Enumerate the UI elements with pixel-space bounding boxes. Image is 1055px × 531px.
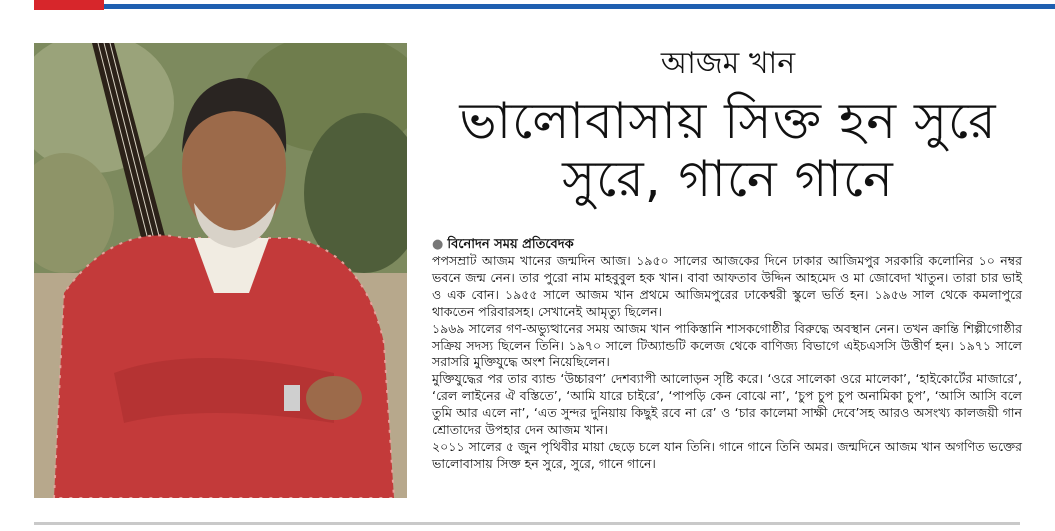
byline-text: বিনোদন সময় প্রতিবেদক xyxy=(447,237,574,252)
article-body xyxy=(432,253,1022,473)
article-paragraph: ২০১১ সালের ৫ জুন পৃথিবীর মায়া ছেড়ে চলে যান তিনি। গানে গানে তিনি অমর। জন্মদিনে আজম খান অগণিত ভক্তের ভালোবাসায় সিক্ত হন সুরে, সুরে, গানে গানে। xyxy=(432,438,1022,471)
article-photo xyxy=(34,43,407,498)
article-headline xyxy=(436,92,1020,208)
header-accent-bar xyxy=(34,0,104,10)
article-kicker: আজম খান xyxy=(660,46,796,81)
headline-line: সুরে, গানে গানে xyxy=(562,150,894,208)
article-paragraph: মুক্তিযুদ্ধের পর তার ব্যান্ড ‘উচ্চারণ’ দেশব্যাপী আলোড়ন সৃষ্টি করে। ‘ওরে সালেকা ওরে মালেকা’, ‘হাইকোর্টের মাজারে’, ‘রেল লাইনের ঐ বস্তিতে’, ‘আমি যারে চাইরে’, ‘পাপড়ি কেন বোঝে না’, ‘চুপ চুপ চুপ অনামিকা চুপ’, ‘আসি আসি বলে তুমি আর এলে না’, ‘এত সুন্দর দুনিয়ায় কিছুই রবে না রে’ ও ‘চার কালেমা সাক্ষী দেবে’সহ আরও অসংখ্য কালজয়ী গান শ্রোতাদের উপহার দেন আজম খান। xyxy=(432,371,1022,438)
headline-line: ভালোবাসায় সিক্ত হন সুরে xyxy=(459,92,997,150)
bullet-icon: ● xyxy=(432,237,444,252)
header-rule xyxy=(104,4,1055,9)
article-paragraph: পপসম্রাট আজম খানের জন্মদিন আজ। ১৯৫০ সালের আজকের দিনে ঢাকার আজিমপুর সরকারি কলোনির ১০ নম্বর ভবনে জন্ম নেন। তার পুরো নাম মাহবুবুল হক খান। বাবা আফতাব উদ্দিন আহমেদ ও মা জোবেদা খাতুন। তারা চার ভাই ও এক বোন। ১৯৫৫ সালে আজম খান প্রথমে আজিমপুরের ঢাকেশ্বরী স্কুলে ভর্তি হন। ১৯৫৬ সাল থেকে কমলাপুরে থাকতেন পরিবারসহ। সেখানেই আমৃত্যু ছিলেন। xyxy=(432,253,1022,319)
footer-rule xyxy=(34,522,1020,525)
article-byline xyxy=(432,236,1022,253)
article-paragraph: ১৯৬৯ সালের গণ-অভ্যুত্থানের সময় আজম খান পাকিস্তানি শাসকগোষ্ঠীর বিরুদ্ধে অবস্থান নেন। তখন ক্রান্তি শিল্পীগোষ্ঠীর সক্রিয় সদস্য ছিলেন তিনি। ১৯৭০ সালে টিঅ্যান্ডটি কলেজ থেকে বাণিজ্য বিভাগে এইচএসসি উত্তীর্ণ হন। ১৯৭১ সালে সরাসরি মুক্তিযুদ্ধে অংশ নিয়েছিলেন। xyxy=(432,320,1022,370)
